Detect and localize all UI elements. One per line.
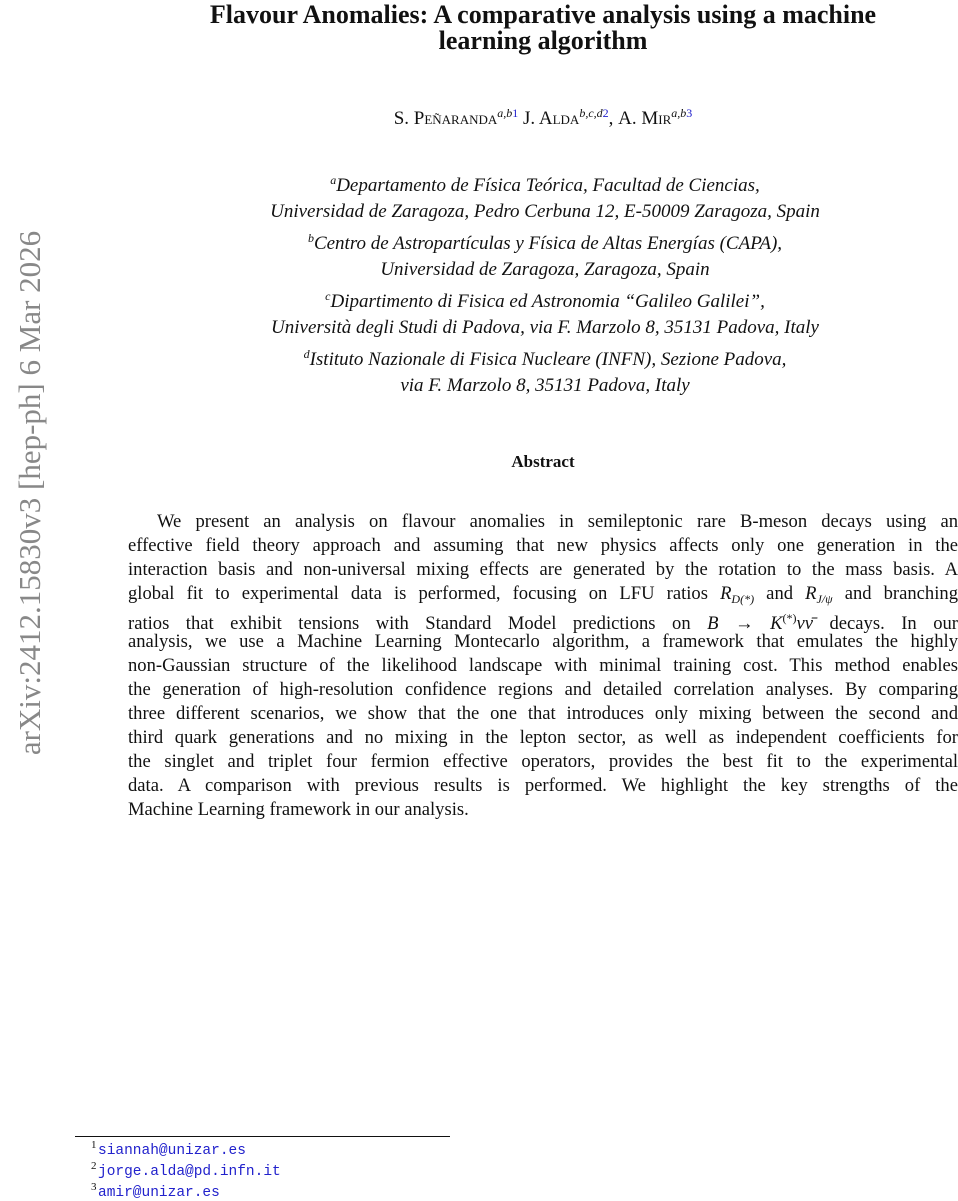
affiliation-d	[100, 347, 958, 399]
abstract-heading: Abstract	[511, 452, 575, 471]
author-name: J. Alda	[523, 108, 580, 129]
text: global fit to experimental data is performed, focusing on LFU ratios	[128, 583, 721, 604]
abstract-line: effective field theory approach and assuming that new physics affects only one generation in the	[128, 535, 958, 556]
email-link[interactable]: jorge.alda@pd.infn.it	[98, 1164, 281, 1180]
footnote-3: 3 amir@unizar.es	[91, 1181, 220, 1201]
author-affil: a,b	[497, 106, 513, 120]
affil-key: d	[303, 347, 310, 361]
math: R	[805, 583, 817, 604]
affiliation-b	[100, 231, 958, 283]
text: decays. In our	[813, 613, 958, 634]
abstract-line: analysis, we use a Machine Learning Montecarlo algorithm, a framework that emulates the highly	[128, 631, 958, 652]
affil-key: a	[330, 173, 337, 187]
footnote-1: 1 siannah@unizar.es	[91, 1139, 246, 1159]
author-name: A. Mir	[618, 108, 672, 129]
paper-title-line-2: learning algorithm	[438, 26, 648, 55]
math: νν̄	[796, 613, 813, 634]
footnote-link[interactable]: 2	[602, 106, 609, 120]
affil-line: Centro de Astropartículas y Física de Altas Energías (CAPA),	[313, 233, 783, 254]
affil-line: Departamento de Física Teórica, Facultad de Ciencias,	[336, 175, 760, 196]
footnote-link[interactable]: 3	[686, 106, 693, 120]
affiliation-c	[100, 289, 958, 341]
affiliation-a	[100, 173, 958, 225]
author-affil: b,c,d	[579, 106, 603, 120]
author-affil: a,b	[671, 106, 687, 120]
abstract-line: data. A comparison with previous results is performed. We highlight the key strengths of the	[128, 775, 958, 796]
footnote-link[interactable]: 1	[512, 106, 519, 120]
affil-line: Universidad de Zaragoza, Pedro Cerbuna 12, E-50009 Zaragoza, Spain	[270, 201, 820, 222]
abstract-line: third quark generations and no mixing in the lepton sector, as well as independent coefficients for	[128, 727, 958, 748]
text: and branching	[832, 583, 958, 604]
affil-line: via F. Marzolo 8, 35131 Padova, Italy	[400, 375, 690, 396]
footnote-2: 2 jorge.alda@pd.infn.it	[91, 1160, 281, 1180]
paper-title-line-1: Flavour Anomalies: A comparative analysis using a machine	[209, 0, 877, 29]
affil-line: Dipartimento di Fisica ed Astronomia “Galileo Galilei”,	[330, 291, 765, 312]
abstract-line: interaction basis and non-universal mixing effects are generated by the rotation to the mass basis. A	[128, 559, 958, 580]
author-list: S. Peñaranda$^{a,b1}$ J. Alda$^{b,c,d2}$, A. Mir$^{a,b3}$	[393, 106, 693, 129]
math-sub: D(*)	[731, 592, 755, 606]
affil-line: Istituto Nazionale di Fisica Nucleare (INFN), Sezione Padova,	[309, 349, 787, 370]
email-link[interactable]: siannah@unizar.es	[98, 1143, 246, 1159]
abstract-line: three different scenarios, we show that the one that introduces only mixing between the second and	[128, 703, 958, 724]
affil-line: Università degli Studi di Padova, via F. Marzolo 8, 35131 Padova, Italy	[271, 317, 819, 338]
text: and	[754, 583, 806, 604]
email-link[interactable]: amir@unizar.es	[98, 1185, 220, 1201]
text: ratios that exhibit tensions with Standard Model predictions on	[128, 613, 708, 634]
arxiv-identifier: arXiv:2412.15830v3 [hep-ph] 6 Mar 2026	[12, 230, 47, 756]
affil-line: Universidad de Zaragoza, Zaragoza, Spain	[380, 259, 710, 280]
abstract-line: the generation of high-resolution confidence regions and detailed correlation analyses. By comparing	[128, 679, 958, 700]
math: R	[720, 583, 732, 604]
abstract-line: Machine Learning framework in our analysis.	[128, 799, 469, 820]
math-sub: J/ψ	[816, 592, 833, 606]
affil-key: b	[307, 231, 314, 245]
abstract-line: non-Gaussian structure of the likelihood landscape with minimal training cost. This method enables	[128, 655, 958, 676]
abstract-line: the singlet and triplet four fermion effective operators, provides the best fit to the experimental	[128, 751, 958, 772]
author-name: S. Peñaranda	[393, 108, 498, 129]
footnote-rule	[75, 1136, 450, 1137]
affil-key: c	[325, 289, 331, 303]
abstract-line: We present an analysis on flavour anomalies in semileptonic rare B-meson decays using an	[157, 511, 958, 532]
math: B → K	[707, 613, 783, 634]
math-sup: (*)	[782, 611, 797, 625]
